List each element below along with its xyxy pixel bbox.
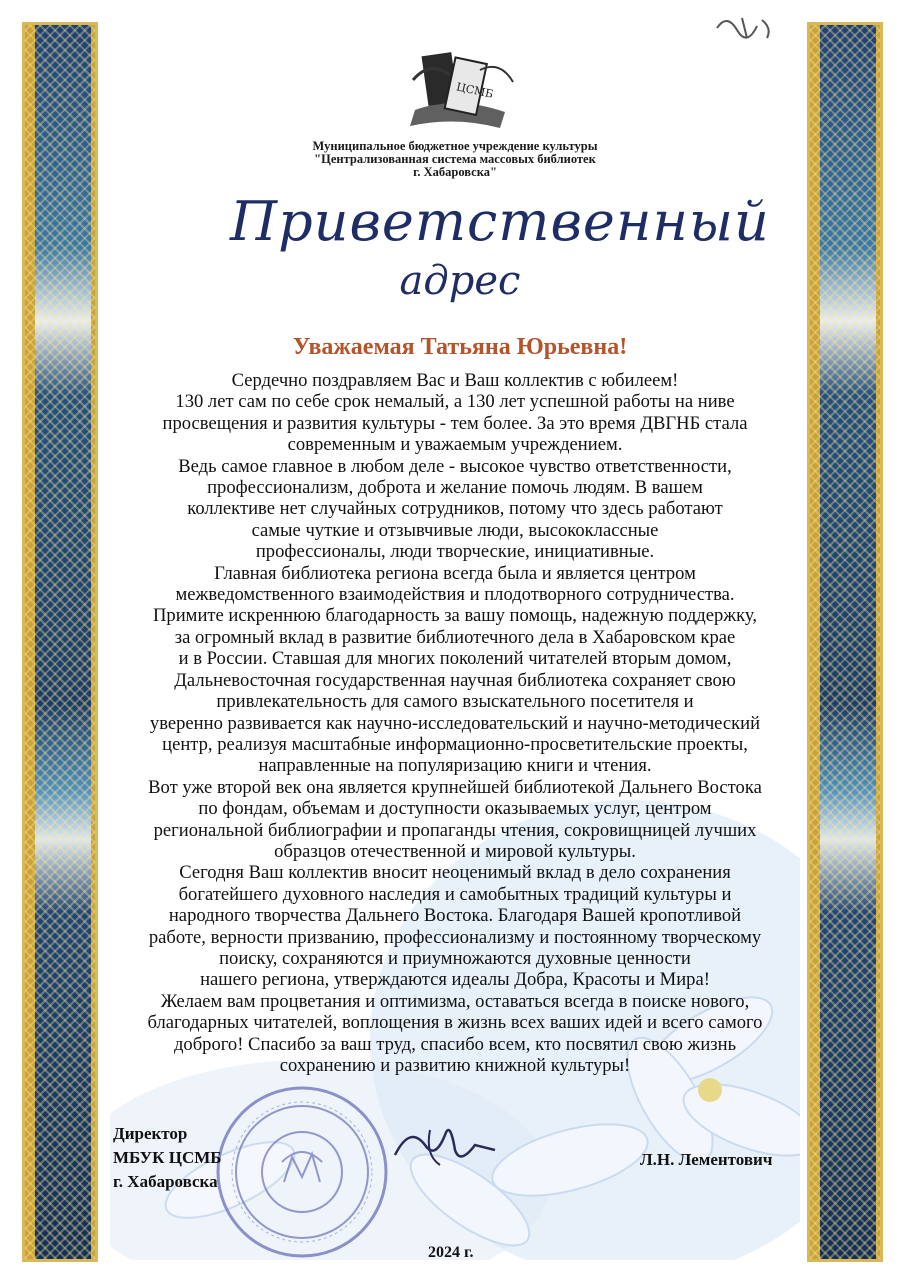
- body-line: по фондам, объемам и доступности оказываемых услуг, центром: [198, 798, 712, 820]
- body-line: центр, реализуя масштабные информационно-просветительские проекты,: [162, 733, 748, 755]
- body-line: Ведь самое главное в любом деле - высокое чувство ответственности,: [178, 455, 732, 477]
- handwritten-mark: [712, 8, 782, 46]
- body-line: профессионализм, доброта и желание помочь людям. В вашем: [207, 477, 703, 499]
- body-line: благодарных читателей, воплощения в жизнь всех ваших идей и всего самого: [147, 1012, 763, 1034]
- document-title-line-1: Приветственный: [230, 190, 770, 253]
- body-line: Главная библиотека региона всегда была и является центром: [214, 562, 696, 584]
- org-line-2: "Централизованная система массовых библиотек: [314, 152, 596, 166]
- body-line: уверенно развивается как научно-исследовательский и научно-методический: [149, 712, 761, 734]
- body-line: привлекательность для самого взыскательного посетителя и: [216, 691, 694, 713]
- body-line: современным и уважаемым учреждением.: [287, 434, 623, 456]
- body-line: коллективе нет случайных сотрудников, потому что здесь работают: [187, 498, 723, 520]
- document-title-line-2: адрес: [399, 258, 521, 304]
- body-line: поиску, сохраняются и приумножаются духовные ценности: [219, 947, 691, 969]
- body-line: Примите искреннюю благодарность за вашу помощь, надежную поддержку,: [153, 605, 757, 627]
- document-year: 2024 г.: [428, 1244, 474, 1261]
- left-decorative-border: [22, 22, 98, 1262]
- org-line-3: г. Хабаровска": [413, 165, 497, 179]
- body-line: сохранению и развитию книжной культуры!: [279, 1055, 631, 1076]
- greeting: Уважаемая Татьяна Юрьевна!: [292, 334, 628, 360]
- letter-body: [110, 370, 800, 1076]
- signer-org: МБУК ЦСМБ: [113, 1148, 222, 1167]
- logo-text: ЦСМБ: [455, 80, 495, 101]
- body-line: нашего региона, утверждаются идеалы Добра, Красоты и Мира!: [200, 969, 710, 991]
- body-line: образцов отечественной и мировой культуры.: [274, 840, 636, 862]
- body-line: за огромный вклад в развитие библиотечного дела в Хабаровском крае: [174, 626, 736, 648]
- body-line: направленные на популяризацию книги и чтения.: [258, 755, 652, 777]
- handwritten-signature: [385, 1105, 505, 1175]
- body-line: Дальневосточная государственная научная библиотека сохраняет свою: [174, 669, 736, 691]
- body-line: 130 лет сам по себе срок немалый, а 130 лет успешной работы на ниве: [175, 391, 735, 413]
- body-line: региональной библиографии и пропаганды чтения, сокровищницей лучших: [153, 819, 757, 841]
- body-line: межведомственного взаимодействия и плодотворного сотрудничества.: [175, 584, 735, 606]
- official-seal-stamp: [212, 1082, 392, 1262]
- body-line: профессионалы, люди творческие, инициативные.: [255, 541, 655, 563]
- signer-name: Л.Н. Лементович: [640, 1150, 773, 1169]
- body-line: самые чуткие и отзывчивые люди, высококлассные: [251, 519, 659, 541]
- right-decorative-border: [807, 22, 883, 1262]
- body-line: Сердечно поздравляем Вас и Ваш коллектив с юбилеем!: [231, 370, 679, 391]
- signer-block: [113, 1122, 222, 1194]
- body-line: доброго! Спасибо за ваш труд, спасибо всем, кто посвятил свою жизнь: [173, 1033, 737, 1055]
- organization-header: [230, 140, 680, 179]
- body-line: Сегодня Ваш коллектив вносит неоценимый вклад в дело сохранения: [179, 862, 731, 884]
- signer-city: г. Хабаровска: [113, 1172, 218, 1191]
- body-line: богатейшего духовного наследия и самобытных традиций культуры и: [178, 883, 732, 905]
- org-line-1: Муниципальное бюджетное учреждение культуры: [312, 139, 598, 153]
- body-line: Желаем вам процветания и оптимизма, оставаться всегда в поиске нового,: [160, 990, 750, 1012]
- body-line: народного творчества Дальнего Востока. Благодаря Вашей кропотливой: [168, 905, 742, 927]
- body-line: работе, верности призванию, профессионализму и постоянному творческому: [148, 926, 762, 948]
- signer-position: Директор: [113, 1124, 188, 1143]
- csmb-book-logo: [395, 40, 520, 135]
- body-line: и в России. Ставшая для многих поколений читателей вторым домом,: [178, 648, 732, 670]
- body-line: Вот уже второй век она является крупнейшей библиотекой Дальнего Востока: [148, 776, 762, 798]
- body-line: просвещения и развития культуры - тем более. За это время ДВГНБ стала: [162, 412, 748, 434]
